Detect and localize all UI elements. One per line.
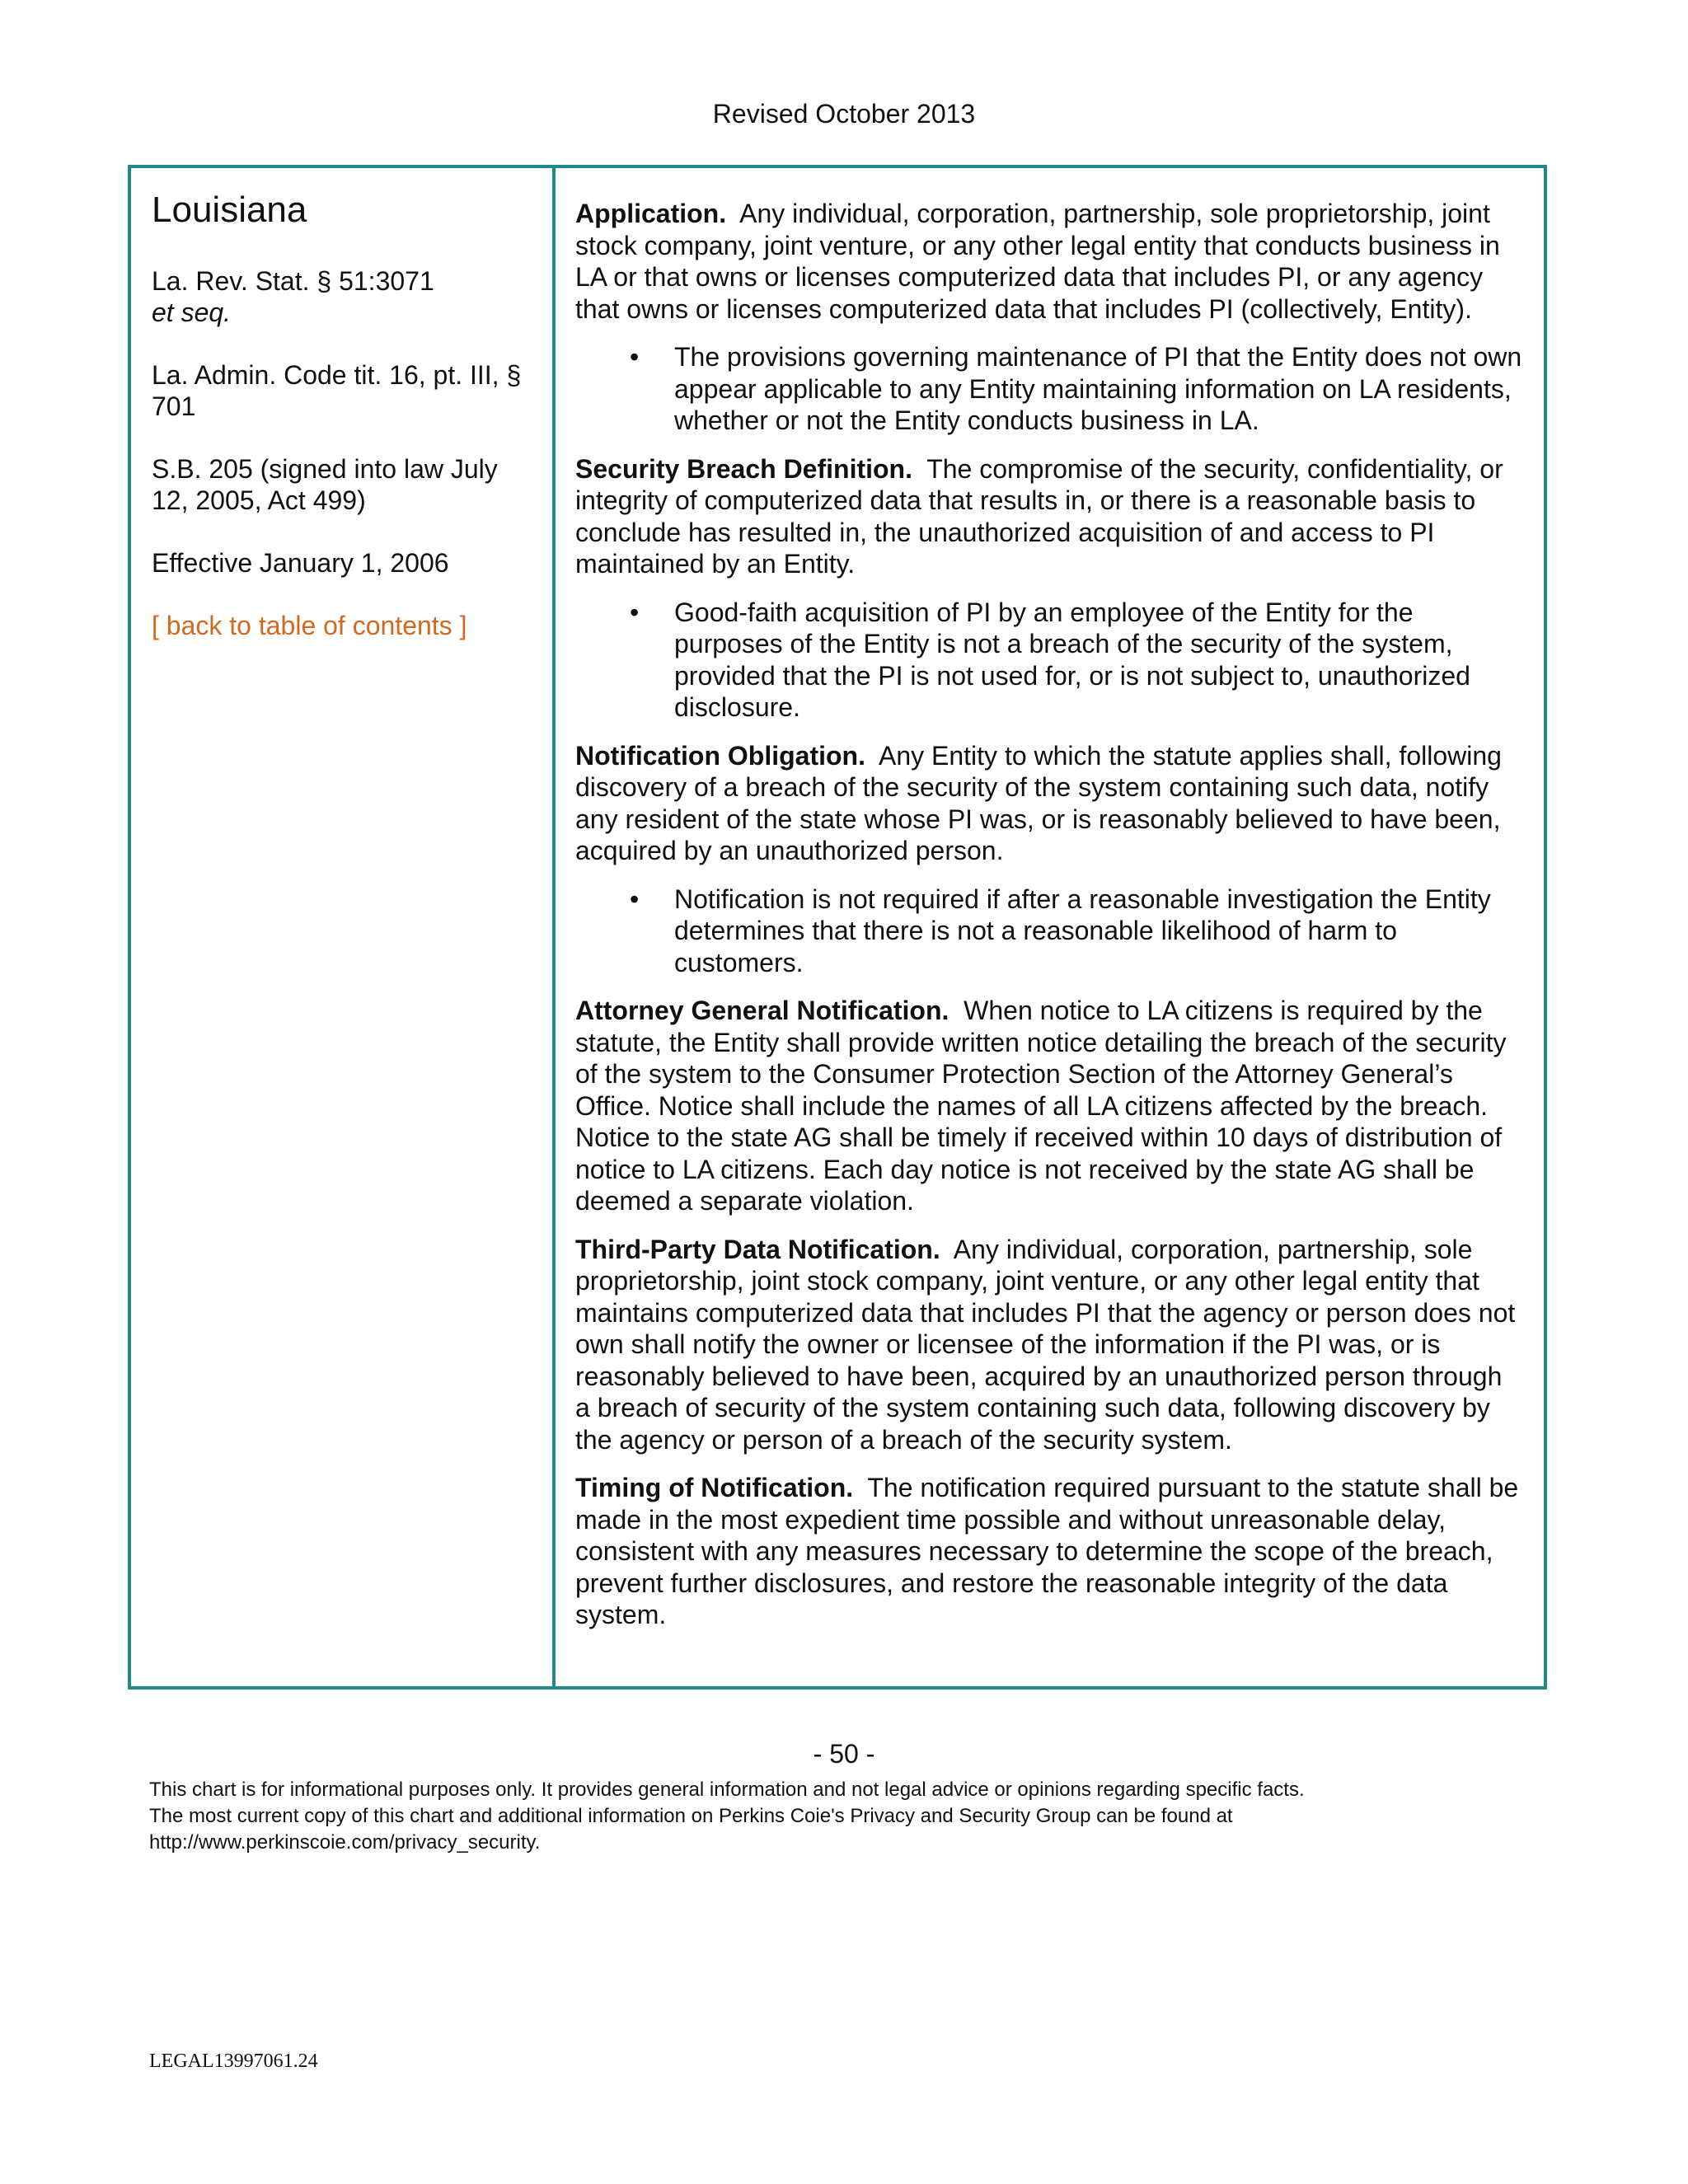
effective-date: Effective January 1, 2006	[152, 548, 449, 578]
breach-definition-body: The compromise of the security, confidentiality, or integrity of computerized data that results in, or there is a reasonable basis to conclude has resulted in, the unauthorized acquisition of and access to PI maintained by an Entity.	[575, 453, 1503, 579]
breach-definition-bullet-text: Good-faith acquisition of PI by an employee of the Entity for the purposes of the Entity is not a breach of the security of the system, provided that the PI is not used for, or is not subject to, unauthorized disclosure.	[674, 597, 1470, 722]
bullet-dot-icon: •	[630, 597, 640, 627]
breach-definition-bullet	[575, 597, 1523, 724]
state-name: Louisiana	[152, 190, 307, 230]
page-number: - 50 -	[813, 1739, 875, 1769]
notification-bullet-text: Notification is not required if after a reasonable investigation the Entity determines that there is not a reasonable likelihood of harm to customers.	[674, 883, 1491, 977]
disclaimer	[149, 1777, 1550, 1856]
citation-column	[152, 188, 531, 641]
state-chart-table	[128, 165, 1547, 1690]
application-body: Any individual, corporation, partnership, sole proprietorship, joint stock company, joint venture, or any other legal entity that conducts business in LA or that owns or licenses computerized data that includes PI, or any agency that owns or licenses computerized data that includes PI (collectively, Entity).	[575, 199, 1500, 324]
statute-citation-main: La. Rev. Stat. § 51:3071	[152, 266, 434, 296]
ag-notification-heading: Attorney General Notification.	[575, 996, 950, 1025]
ag-notification-body: When notice to LA citizens is required by the statute, the Entity shall provide written notice detailing the breach of the security of the system to the Consumer Protection Section of the Attorney General’s Office. Notice shall include the names of all LA citizens affected by the breach. Notice to the state AG shall be timely if received within 10 days of distribution of notice to LA citizens. Each day notice is not received by the state AG shall be deemed a separate violation.	[575, 996, 1507, 1216]
application-bullet	[575, 341, 1523, 437]
third-party-section	[575, 1234, 1523, 1456]
timing-section	[575, 1472, 1523, 1631]
third-party-body: Any individual, corporation, partnership, sole proprietorship, joint stock company, joint venture, or any other legal entity that maintains computerized data that includes PI that the agency or person does not own shall notify the owner or licensee of the information if the PI was, or is reasonably believed to have been, acquired by an unauthorized person through a breach of security of the system containing such data, following discovery by the agency or person of a breach of the security system.	[575, 1234, 1516, 1455]
disclaimer-line-1: This chart is for informational purposes only. It provides general information and not legal advice or opinions regarding specific facts.	[149, 1779, 1305, 1801]
statute-citation-italic: et seq.	[152, 298, 232, 327]
timing-body: The notification required pursuant to the statute shall be made in the most expedient time possible and without unreasonable delay, consistent with any measures necessary to determine the scope of the breach, prevent further disclosures, and restore the reasonable integrity of the data system.	[575, 1473, 1519, 1629]
senate-bill-citation: S.B. 205 (signed into law July 12, 2005, Act 499)	[152, 454, 498, 515]
notification-heading: Notification Obligation.	[575, 740, 865, 771]
disclaimer-line-3: http://www.perkinscoie.com/privacy_security.	[149, 1831, 541, 1854]
revised-date-header: Revised October 2013	[712, 99, 976, 129]
column-divider	[552, 168, 556, 1686]
third-party-heading: Third-Party Data Notification.	[575, 1234, 940, 1264]
bullet-dot-icon: •	[630, 883, 640, 914]
notification-section	[575, 740, 1523, 867]
bullet-dot-icon: •	[630, 342, 640, 372]
notification-body: Any Entity to which the statute applies shall, following discovery of a breach of the security of the system containing such data, notify any resident of the state whose PI was, or is reasonably believed to have been, acquired by an unauthorized person.	[575, 740, 1502, 865]
back-to-toc-link[interactable]: [ back to table of contents ]	[152, 611, 467, 640]
ag-notification-section	[575, 995, 1523, 1217]
application-bullet-text: The provisions governing maintenance of PI that the Entity does not own appear applicable to any Entity maintaining information on LA residents, whether or not the Entity conducts business in LA.	[674, 342, 1522, 435]
breach-definition-section	[575, 453, 1523, 580]
application-heading: Application.	[575, 199, 727, 228]
application-section	[575, 198, 1523, 325]
breach-definition-heading: Security Breach Definition.	[575, 453, 912, 484]
provisions-column	[575, 198, 1523, 1647]
document-id: LEGAL13997061.24	[149, 2050, 318, 2072]
notification-bullet	[575, 883, 1523, 979]
timing-heading: Timing of Notification.	[575, 1473, 854, 1502]
admin-code-citation: La. Admin. Code tit. 16, pt. III, § 701	[152, 360, 522, 421]
disclaimer-line-2: The most current copy of this chart and additional information on Perkins Coie's Privacy and Security Group can be found at	[149, 1805, 1233, 1827]
statute-citation	[152, 265, 531, 328]
